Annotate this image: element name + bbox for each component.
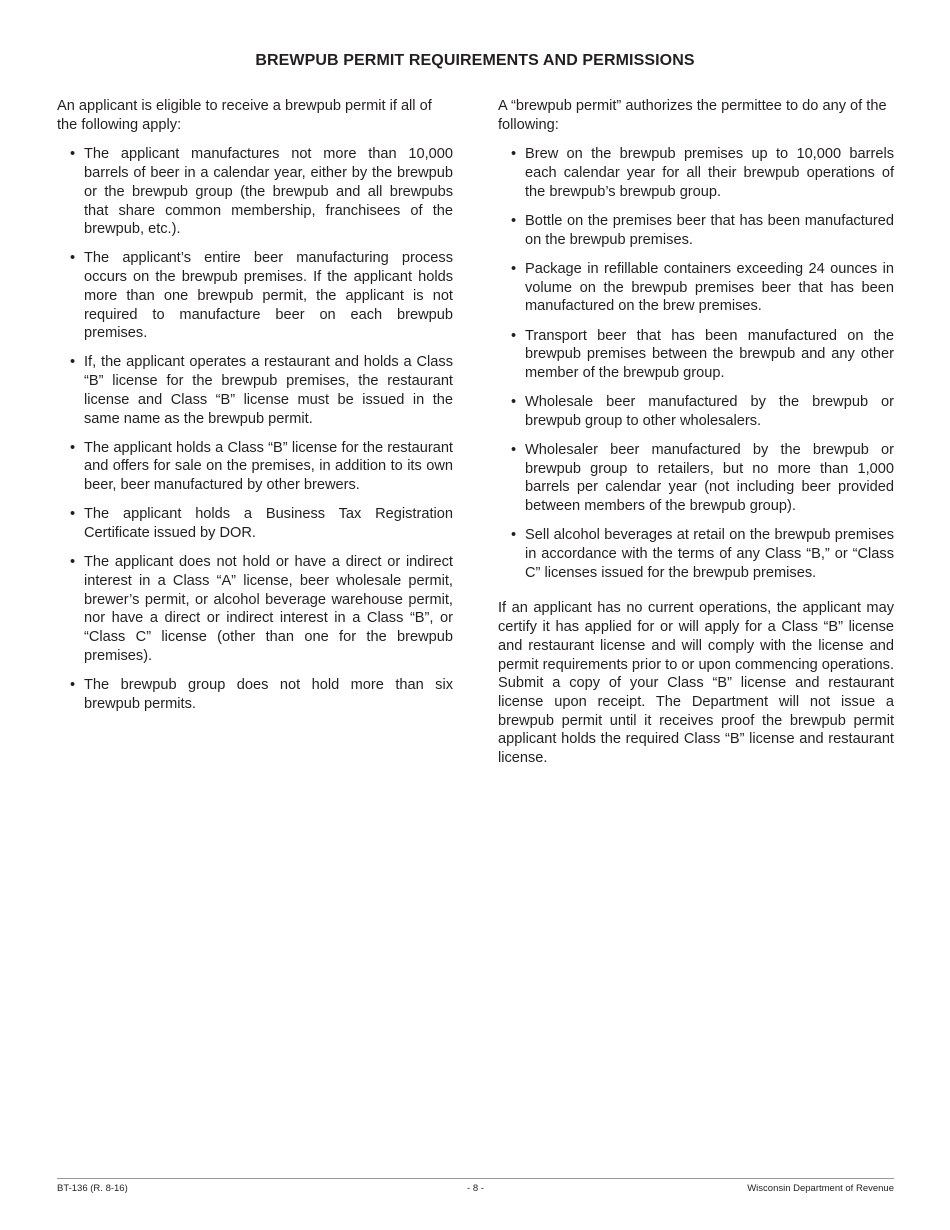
bullet-icon: • [70,439,76,456]
eligibility-intro: An applicant is eligible to receive a brewpub permit if all of the following apply: [57,98,432,133]
list-item [57,676,453,713]
bullet-icon: • [511,394,517,411]
list-item-text: The applicant’s entire beer manufacturing process occurs on the brewpub premises. If the applicant holds more than one brewpub permit, the applicant is not required to manufacture beer on each brewpub premises. [84,250,453,342]
permissions-column [498,97,894,768]
list-item-text: The applicant holds a Class “B” license for the restaurant and offers for sale on the premises, in addition to its own beer, beer manufactured by other brewers. [84,439,453,494]
list-item-text: Sell alcohol beverages at retail on the brewpub premises in accordance with the terms of any Class “B,” or “Class C” licenses issued for the brewpub premises. [525,527,894,581]
bullet-icon: • [511,327,517,344]
bullet-icon: • [70,146,76,163]
bullet-icon: • [70,250,76,267]
list-item-text: The applicant does not hold or have a direct or indirect interest in a Class “A” license, beer wholesale permit, brewer’s permit, or alcohol beverage warehouse permit, nor have a direct or indirect interest in a Class “B”, or “Class C” license (other than one for the brewpub premises). [84,554,453,664]
list-item [57,505,453,542]
list-item [498,441,894,516]
eligibility-column [57,97,453,724]
bullet-icon: • [70,676,76,693]
list-item-text: Wholesaler beer manufactured by the brewpub or brewpub group to retailers, but no more than 1,000 barrels per calendar year (not including beer provided between members of the brewpub group). [525,442,894,515]
list-item [498,260,894,316]
list-item [498,327,894,383]
bullet-icon: • [70,554,76,571]
bullet-icon: • [511,146,517,163]
page-title: BREWPUB PERMIT REQUIREMENTS AND PERMISSIONS [255,52,695,69]
list-item [57,145,453,239]
list-item [498,393,894,430]
list-item-text: If, the applicant operates a restaurant and holds a Class “B” license for the brewpub premises, the restaurant license and Class “B” license must be issued in the same name as the brewpub permit. [84,354,453,427]
bullet-icon: • [511,260,517,277]
permissions-intro: A “brewpub permit” authorizes the permittee to do any of the following: [498,98,887,133]
list-item-text: Brew on the brewpub premises up to 10,000 barrels each calendar year for all their brewpub operations of the brewpub’s brewpub group. [525,146,894,200]
list-item [498,212,894,249]
list-item [57,439,453,495]
list-item [57,353,453,428]
list-item [498,145,894,201]
list-item-text: Package in refillable containers exceeding 24 ounces in volume on the brewpub premises beer that has been manufactured on the brew premises. [525,260,894,315]
list-item-text: Transport beer that has been manufactured on the brewpub premises between the brewpub and any other member of the brewpub group. [525,327,894,381]
list-item [57,249,453,343]
agency-name: Wisconsin Department of Revenue [747,1183,894,1194]
footer-divider [57,1178,894,1179]
page-number: - 8 - [467,1183,484,1194]
list-item-text: Bottle on the premises beer that has been manufactured on the brewpub premises. [525,213,894,248]
list-item-text: Wholesale beer manufactured by the brewpub or brewpub group to other wholesalers. [525,394,894,429]
bullet-icon: • [511,442,517,459]
list-item-text: The brewpub group does not hold more than six brewpub permits. [84,676,453,712]
bullet-icon: • [70,354,76,371]
list-item [498,526,894,582]
no-operations-paragraph: If an applicant has no current operations, the applicant may certify it has applied for or will apply for a Class “B” license and restaurant license and will comply with the license and permit requirements prior to or upon commencing operations. Submit a copy of your Class “B” license and restaurant license upon receipt. The Department will not issue a brewpub permit until it receives proof the brewpub permit applicant holds the required Class “B” license and restaurant license. [498,600,894,767]
eligibility-list [57,145,453,713]
bullet-icon: • [511,527,517,544]
bullet-icon: • [511,213,517,230]
list-item [57,553,453,665]
bullet-icon: • [70,506,76,523]
list-item-text: The applicant manufactures not more than 10,000 barrels of beer in a calendar year, either by the brewpub or the brewpub group (the brewpub and all brewpubs that share common membership, franchisees of the brewpub, etc.). [84,146,453,238]
form-id: BT-136 (R. 8-16) [57,1183,128,1194]
list-item-text: The applicant holds a Business Tax Registration Certificate issued by DOR. [84,506,453,542]
permissions-list [498,145,894,582]
